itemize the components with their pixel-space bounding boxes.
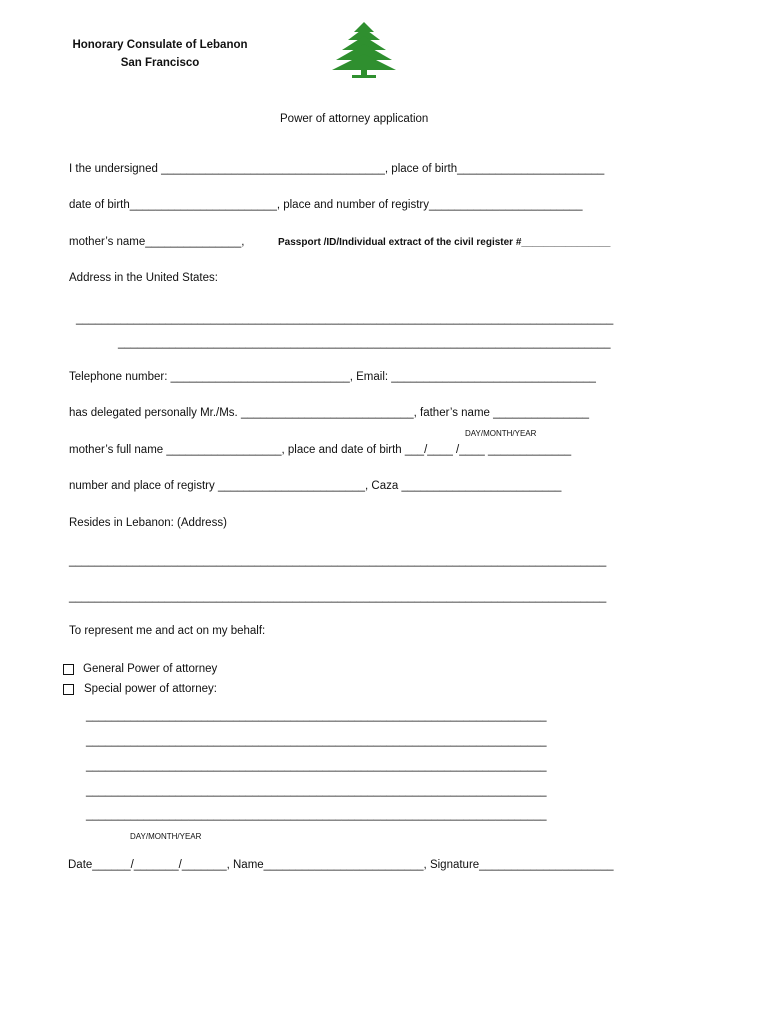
resides-input-1[interactable]: ____________________________________________________________________________________ (69, 555, 607, 567)
represent-label: To represent me and act on my behalf: (69, 625, 266, 637)
address-label: Address in the United States: (69, 272, 218, 284)
undersigned-line[interactable]: I the undersigned ___________________________________, place of birth_______________________ (69, 163, 605, 175)
consulate-city: San Francisco (120, 57, 200, 69)
resides-label: Resides in Lebanon: (Address) (69, 517, 227, 529)
registry-line[interactable]: number and place of registry _______________________, Caza _________________________ (69, 480, 562, 492)
signature-line[interactable]: Date______/_______/_______, Name_________________________, Signature_____________________ (68, 859, 614, 871)
general-power-label: General Power of attorney (83, 663, 218, 675)
delegated-line[interactable]: has delegated personally Mr./Ms. ___________________________, father’s name _______________ (69, 407, 590, 419)
form-title: Power of attorney application (280, 113, 429, 125)
special-power-line[interactable]: ________________________________________________________________________ (86, 710, 547, 722)
general-power-checkbox[interactable] (63, 664, 74, 675)
address-input-1[interactable]: ____________________________________________________________________________________ (76, 313, 614, 325)
special-power-label: Special power of attorney: (84, 683, 217, 695)
date-format-hint: DAY/MONTH/YEAR (130, 832, 202, 841)
consulate-name: Honorary Consulate of Lebanon (72, 39, 248, 51)
special-power-checkbox[interactable] (63, 684, 74, 695)
mother-full-name-line[interactable]: mother’s full name __________________, place and date of birth ___/____ /____ _____________ (69, 444, 572, 456)
date-of-birth-line[interactable]: date of birth_______________________, place and number of registry________________________ (69, 199, 583, 211)
cedar-tree-icon (328, 20, 400, 82)
mother-name-line[interactable]: mother’s name_______________, (69, 236, 245, 248)
telephone-email-line[interactable]: Telephone number: ____________________________, Email: ________________________________ (69, 371, 596, 383)
special-power-line[interactable]: ________________________________________________________________________ (86, 735, 547, 747)
special-power-line[interactable]: ________________________________________________________________________ (86, 785, 547, 797)
passport-line[interactable]: Passport /ID/Individual extract of the civil register #________________ (278, 237, 611, 248)
address-input-2[interactable]: _____________________________________________________________________________ (118, 337, 611, 349)
resides-input-2[interactable]: ____________________________________________________________________________________ (69, 591, 607, 603)
date-format-hint: DAY/MONTH/YEAR (465, 429, 537, 438)
special-power-line[interactable]: ________________________________________________________________________ (86, 760, 547, 772)
special-power-line[interactable]: ________________________________________________________________________ (86, 809, 547, 821)
